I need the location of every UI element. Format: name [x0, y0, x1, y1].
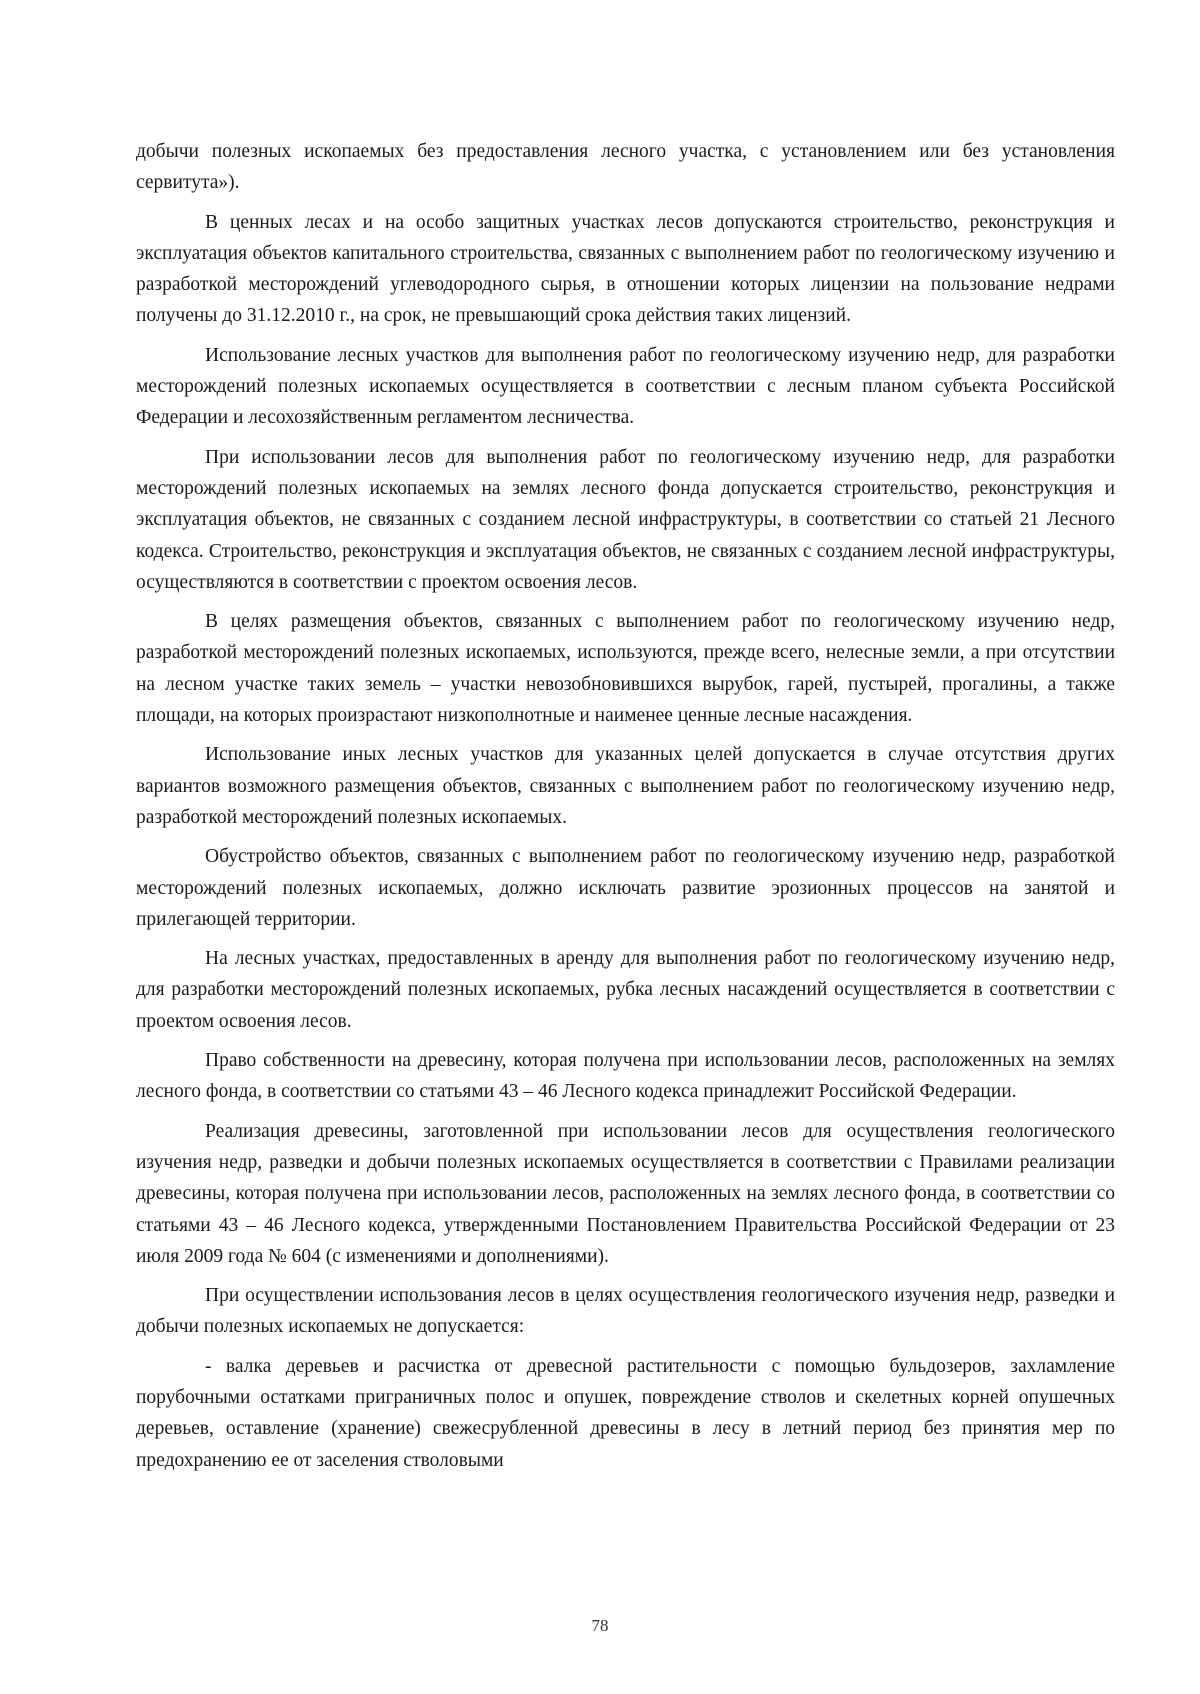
paragraph-continuation: добычи полезных ископаемых без предоставления лесного участка, с установлением или без установления сервитута»). [136, 141, 1115, 194]
paragraph-timber-sale: Реализация древесины, заготовленной при использовании лесов для осуществления геологического изучения недр, разведки и добычи полезных ископаемых осуществляется в соответствии с Правилами реализации древесины, которая получена при использовании лесов, расположенных на землях лесного фонда, в соответствии со статьями 43 – 46 Лесного кодекса, утвержденными Постановлением Правительства Российской Федерации от 23 июля 2009 года № 604 (с изменениями и дополнениями). [136, 1120, 1115, 1267]
paragraph-valuable-forests: В ценных лесах и на особо защитных участках лесов допускаются строительство, реконструкция и эксплуатация объектов капитального строительства, связанных с выполнением работ по геологическому изучению и разработкой месторождений углеводородного сырья, в отношении которых лицензии на пользование недрами получены до 31.12.2010 г., на срок, не превышающий срока действия таких лицензий. [136, 211, 1115, 327]
document-body [136, 136, 1115, 1484]
paragraph-other-plots: Использование иных лесных участков для указанных целей допускается в случае отсутствия других вариантов возможного размещения объектов, связанных с выполнением работ по геологическому изучению недр, разработкой месторождений полезных ископаемых. [136, 744, 1115, 828]
paragraph-lease-felling: На лесных участках, предоставленных в аренду для выполнения работ по геологическому изучению недр, для разработки месторождений полезных ископаемых, рубка лесных насаждений осуществляется в соответствии с проектом освоения лесов. [136, 948, 1115, 1032]
paragraph-placement: В целях размещения объектов, связанных с выполнением работ по геологическому изучению недр, разработкой месторождений полезных ископаемых, используются, прежде всего, нелесные земли, а при отсутствии на лесном участке таких земель – участки невозобновившихся вырубок, гарей, пустырей, прогалины, а также площади, на которых произрастают низкополнотные и наименее ценные лесные насаждения. [136, 611, 1115, 727]
paragraph-ownership: Право собственности на древесину, которая получена при использовании лесов, расположенных на землях лесного фонда, в соответствии со статьями 43 – 46 Лесного кодекса принадлежит Российской Федерации. [136, 1050, 1115, 1103]
paragraph-forest-plan: Использование лесных участков для выполнения работ по геологическому изучению недр, для разработки месторождений полезных ископаемых осуществляется в соответствии с лесным планом субъекта Российской Федерации и лесохозяйственным регламентом лесничества. [136, 344, 1115, 429]
list-item-prohibition: - валка деревьев и расчистка от древесной растительности с помощью бульдозеров, захламление порубочными остатками приграничных полос и опушек, повреждение стволов и скелетных корней опушечных деревьев, оставление (хранение) свежесрубленной древесины в лесу в летний период без принятия мер по предохранению ее от заселения стволовыми [136, 1355, 1115, 1471]
page-number: 78 [591, 1616, 609, 1635]
paragraph-prohibitions-intro: При осуществлении использования лесов в целях осуществления геологического изучения недр, разведки и добычи полезных ископаемых не допускается: [136, 1285, 1115, 1338]
paragraph-erosion: Обустройство объектов, связанных с выполнением работ по геологическому изучению недр, разработкой месторождений полезных ископаемых, должно исключать развитие эрозионных процессов на занятой и прилегающей территории. [136, 846, 1115, 930]
paragraph-construction: При использовании лесов для выполнения работ по геологическому изучению недр, для разработки месторождений полезных ископаемых на землях лесного фонда допускается строительство, реконструкция и эксплуатация объектов, не связанных с созданием лесной инфраструктуры, в соответствии со статьей 21 Лесного кодекса. Строительство, реконструкция и эксплуатация объектов, не связанных с созданием лесной инфраструктуры, осуществляются в соответствии с проектом освоения лесов. [136, 446, 1115, 593]
